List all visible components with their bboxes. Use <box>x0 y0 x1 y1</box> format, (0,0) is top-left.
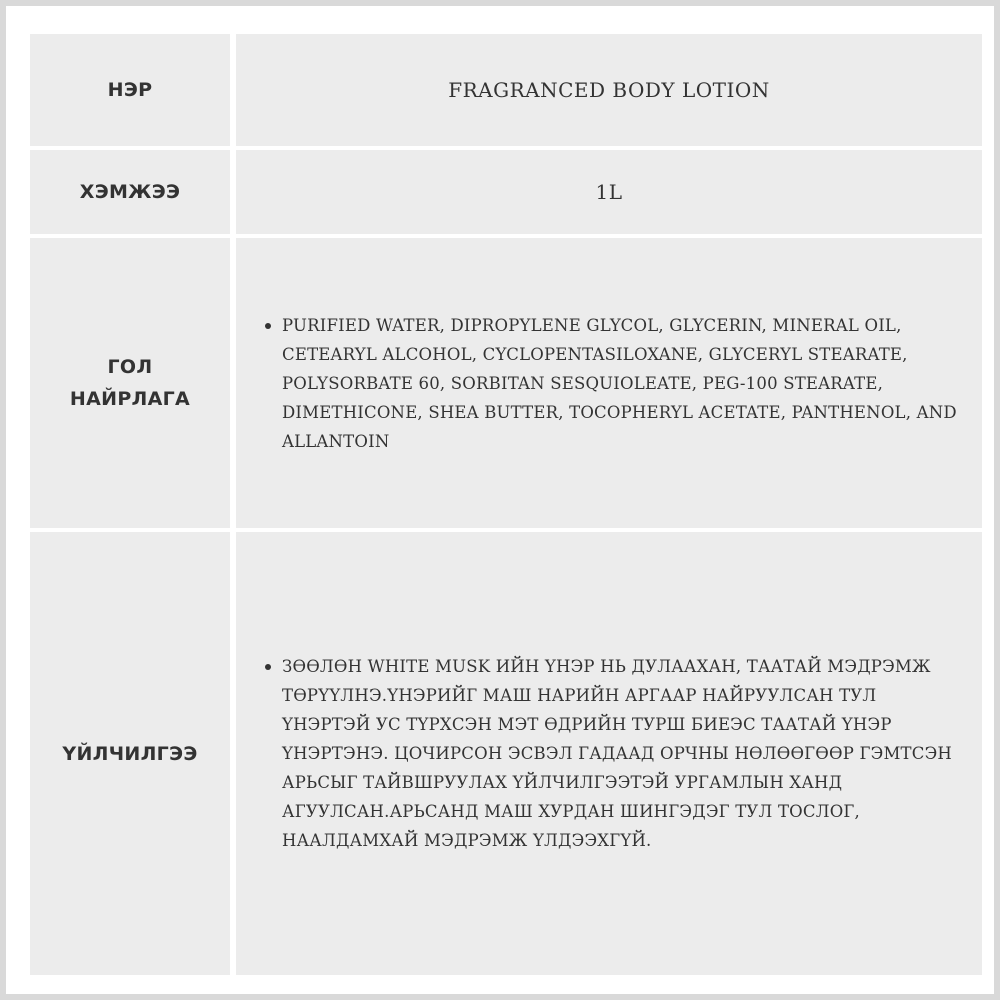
name-label-cell <box>30 34 230 146</box>
name-value-cell <box>236 34 982 146</box>
ingredients-list <box>260 311 962 456</box>
ingredients-list-item: PURIFIED WATER, DIPROPYLENE GLYCOL, GLYCERIN, MINERAL OIL, CETEARYL ALCOHOL, CYCLOPENTASILOXANE, GLYCERYL STEARATE, POLYSORBATE 60, SORBITAN SESQUIOLEATE, PEG-100 STEARATE, DIMETHICONE, SHEA BUTTER, TOCOPHERYL ACETATE, PANTHENOL, AND ALLANTOIN <box>282 311 962 456</box>
size-value: 1L <box>595 180 623 204</box>
ingredients-label-line1: ГОЛ <box>107 356 153 378</box>
ingredients-label <box>70 351 190 415</box>
effect-value-cell <box>236 532 982 975</box>
effect-label: ҮЙЛЧИЛГЭЭ <box>62 742 198 765</box>
effect-list-item: ЗӨӨЛӨН WHITE MUSK ИЙН ҮНЭР НЬ ДУЛААХАН, ТААТАЙ МЭДРЭМЖ ТӨРҮҮЛНЭ.ҮНЭРИЙГ МАШ НАРИЙН АРГААР НАЙРУУЛСАН ТУЛ ҮНЭРТЭЙ УС ТҮРХСЭН МЭТ ӨДРИЙН ТУРШ БИЕЭС ТААТАЙ ҮНЭР ҮНЭРТЭНЭ. ЦОЧИРСОН ЭСВЭЛ ГАДААД ОРЧНЫ НӨЛӨӨГӨӨР ГЭМТСЭН АРЬСЫГ ТАЙВШРУУЛАХ ҮЙЛЧИЛГЭЭТЭЙ УРГАМЛЫН ХАНД АГУУЛСАН.АРЬСАНД МАШ ХУРДАН ШИНГЭДЭГ ТУЛ ТОСЛОГ, НААЛДАМХАЙ МЭДРЭМЖ ҮЛДЭЭХГҮЙ. <box>282 652 962 855</box>
name-value: FRAGRANCED BODY LOTION <box>448 78 770 102</box>
effect-list <box>260 652 962 855</box>
ingredients-value-cell <box>236 238 982 528</box>
ingredients-label-cell <box>30 238 230 528</box>
size-label: ХЭМЖЭЭ <box>79 181 181 203</box>
size-label-cell <box>30 150 230 234</box>
name-label: НЭР <box>107 79 153 101</box>
ingredients-label-line2: НАЙРЛАГА <box>69 388 191 410</box>
size-value-cell <box>236 150 982 234</box>
page-frame <box>6 6 994 994</box>
effect-label-cell <box>30 532 230 975</box>
product-spec-table <box>30 34 982 975</box>
